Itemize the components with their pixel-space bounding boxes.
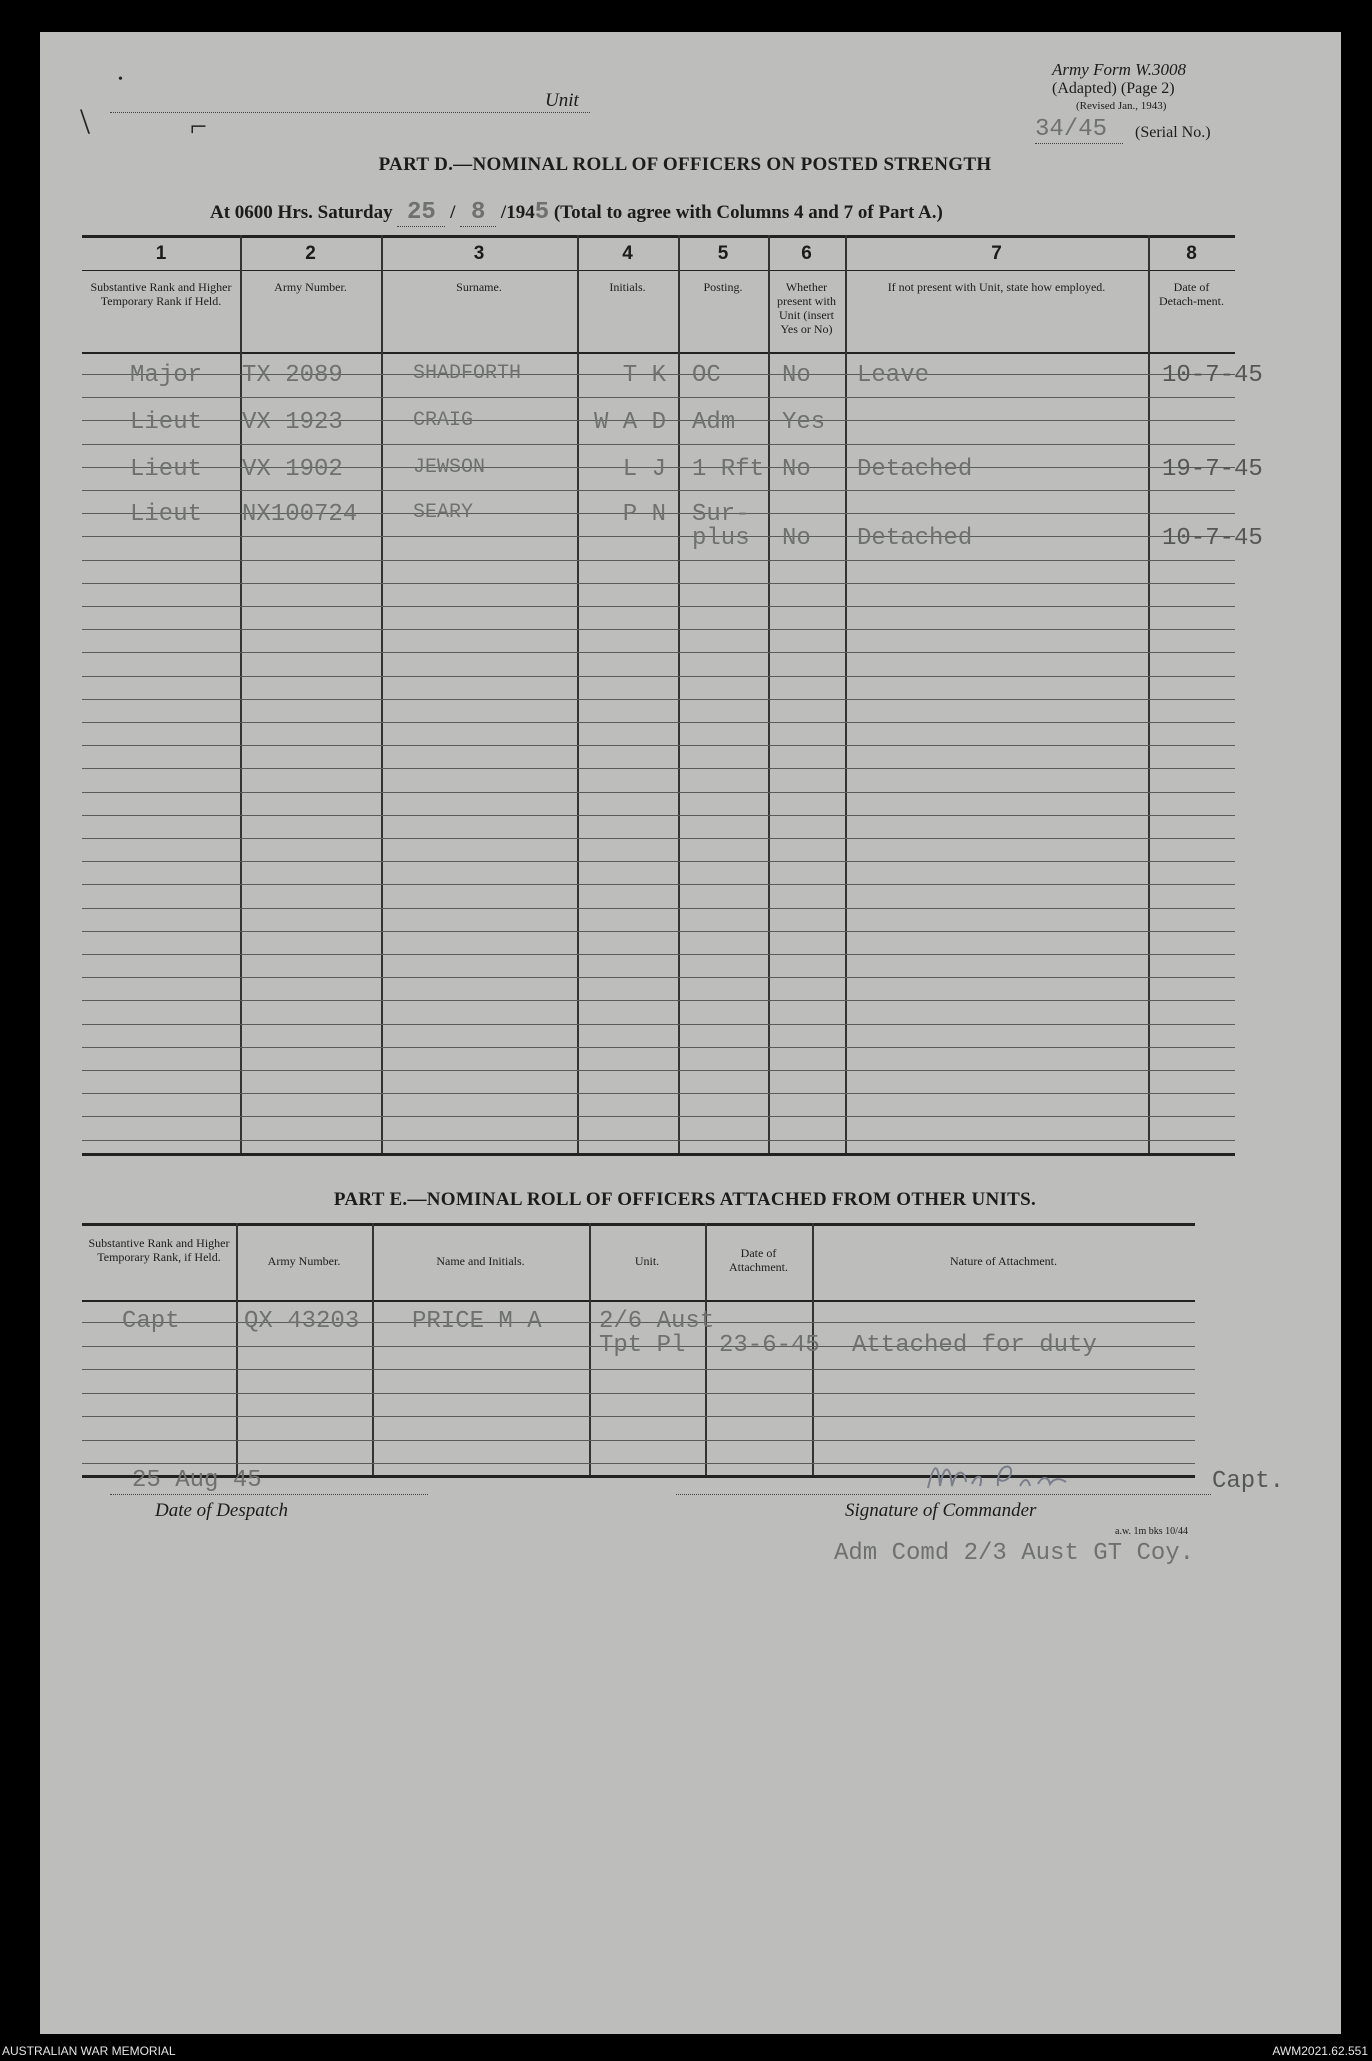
form-adapted: (Adapted) (Page 2) xyxy=(1052,80,1175,97)
part-e-ruled-line xyxy=(82,1393,1195,1394)
part-e-column-header: Name and Initials. xyxy=(436,1254,525,1268)
part-d-ruled-line xyxy=(82,768,1235,769)
part-d-ruled-line xyxy=(82,861,1235,862)
part-d-posting: OC xyxy=(692,362,721,389)
part-d-title: PART D.—NOMINAL ROLL OF OFFICERS ON POSTED STRENGTH xyxy=(378,154,992,175)
at-year-prefix: 194 xyxy=(506,202,535,223)
part-d-ruled-line xyxy=(82,560,1235,561)
part-d-ruled-line xyxy=(82,629,1235,630)
part-d-ruled-line xyxy=(82,954,1235,955)
at-line: At 0600 Hrs. Saturday 25 / 8 /1945 (Total to agree with Columns 4 and 7 of Part A.) xyxy=(210,199,943,226)
part-d-surname: SHADFORTH xyxy=(413,362,522,385)
part-d-ruled-line xyxy=(82,931,1235,932)
part-e-nature: Attached for duty xyxy=(852,1332,1097,1359)
part-d-present: No xyxy=(782,362,811,389)
part-d-rank: Lieut xyxy=(130,456,203,483)
part-d-column-number: 1 xyxy=(155,243,167,264)
part-d-ruled-line xyxy=(82,815,1235,816)
footer-left: AUSTRALIAN WAR MEMORIAL xyxy=(2,2044,176,2058)
part-d-header-num-rule xyxy=(82,270,1235,271)
part-d-ruled-line xyxy=(82,1000,1235,1001)
pen-mark: \ xyxy=(80,101,91,141)
form-number: Army Form W.3008 xyxy=(1052,60,1186,79)
part-e-column-header: Substantive Rank and Higher Temporary Rank, if Held. xyxy=(88,1236,230,1264)
at-year-digit: 5 xyxy=(534,199,550,226)
part-d-ruled-line xyxy=(82,977,1235,978)
part-d-posting: Sur- xyxy=(692,501,750,528)
part-d-present: No xyxy=(782,456,811,483)
at-day: 25 xyxy=(397,199,445,227)
part-e-rank: Capt xyxy=(122,1308,180,1335)
part-d-ruled-line xyxy=(82,1140,1235,1141)
part-d-column-number: 2 xyxy=(305,243,316,264)
commander-signature xyxy=(920,1452,1080,1500)
part-d-column-number: 5 xyxy=(717,243,729,264)
pen-mark-2: ⌐ xyxy=(190,110,207,143)
part-d-rank: Lieut xyxy=(130,501,203,528)
part-d-ruled-line xyxy=(82,722,1235,723)
part-e-column-header: Nature of Attachment. xyxy=(950,1254,1057,1268)
part-d-ruled-line xyxy=(82,1047,1235,1048)
part-d-detach-date: 10-7-45 xyxy=(1162,362,1263,389)
part-e-column-header: Army Number. xyxy=(267,1254,341,1268)
part-d-bottom-rule xyxy=(82,1153,1235,1156)
part-d-ruled-line xyxy=(82,444,1235,445)
part-d-column-header: Substantive Rank and Higher Temporary Rank if Held. xyxy=(90,280,232,308)
part-d-column-divider xyxy=(1148,235,1150,1153)
form-revised: (Revised Jan., 1943) xyxy=(1076,100,1167,112)
at-month: 8 xyxy=(460,199,496,227)
part-d-employed: Detached xyxy=(857,525,973,552)
part-d-ruled-line xyxy=(82,536,1235,537)
part-d-header-rule xyxy=(82,352,1235,354)
part-e-header-rule xyxy=(82,1300,1195,1302)
part-e-column-divider xyxy=(589,1223,591,1475)
part-d-ruled-line xyxy=(82,884,1235,885)
unit-label: Unit xyxy=(545,90,579,111)
part-d-army-number: VX 1902 xyxy=(242,456,343,483)
part-d-initials: T K xyxy=(622,362,666,389)
part-d-ruled-line xyxy=(82,699,1235,700)
part-e-attach-date: 23-6-45 xyxy=(719,1332,820,1359)
part-d-initials: L J xyxy=(622,456,666,483)
part-d-ruled-line xyxy=(82,652,1235,653)
part-d-employed: Detached xyxy=(857,456,973,483)
at-line-post: (Total to agree with Columns 4 and 7 of Part A.) xyxy=(553,202,943,223)
part-e-column-divider xyxy=(705,1223,707,1475)
part-d-column-number: 3 xyxy=(473,243,485,264)
part-d-column-number: 6 xyxy=(801,243,812,264)
serial-label: (Serial No.) xyxy=(1135,124,1211,141)
part-d-top-rule xyxy=(82,235,1235,238)
part-e-column-header: Unit. xyxy=(634,1254,660,1268)
part-d-column-header: Posting. xyxy=(703,280,743,294)
part-d-ruled-line xyxy=(82,745,1235,746)
part-e-army-number: QX 43203 xyxy=(244,1308,360,1335)
part-d-column-header: Surname. xyxy=(456,280,502,294)
part-d-detach-date: 19-7-45 xyxy=(1162,456,1263,483)
part-d-ruled-line xyxy=(82,1070,1235,1071)
part-e-top-rule xyxy=(82,1223,1195,1226)
part-d-army-number: NX100724 xyxy=(242,501,358,528)
despatch-date-value: 25 Aug 45 xyxy=(132,1467,262,1494)
part-d-surname: JEWSON xyxy=(413,456,486,479)
footer-right: AWM2021.62.551 xyxy=(1272,2044,1368,2058)
part-e-unit: 2/6 Aust xyxy=(599,1308,715,1335)
part-d-initials: P N xyxy=(622,501,666,528)
at-line-pre: At 0600 Hrs. Saturday xyxy=(210,202,393,223)
part-d-ruled-line xyxy=(82,490,1235,491)
part-d-present: No xyxy=(782,525,811,552)
part-d-column-header: Army Number. xyxy=(274,280,347,294)
part-e-ruled-line xyxy=(82,1440,1195,1441)
part-d-column-header: Initials. xyxy=(609,280,646,294)
part-d-column-number: 4 xyxy=(622,243,633,264)
part-e-column-divider xyxy=(236,1223,238,1475)
printer-note: a.w. 1m bks 10/44 xyxy=(1115,1526,1188,1537)
despatch-dotted-line xyxy=(110,1494,428,1495)
part-d-column-header: If not present with Unit, state how employed. xyxy=(887,280,1106,294)
part-d-ruled-line xyxy=(82,1116,1235,1117)
part-d-posting: Adm xyxy=(692,409,736,436)
part-e-column-divider xyxy=(372,1223,374,1475)
unit-dotted-line xyxy=(110,92,590,113)
part-d-army-number: VX 1923 xyxy=(242,409,343,436)
part-d-posting-cont: plus xyxy=(692,525,750,552)
part-d-column-number: 8 xyxy=(1186,243,1197,264)
part-d-posting: 1 Rft xyxy=(692,456,765,483)
part-d-ruled-line xyxy=(82,1093,1235,1094)
part-e-name: PRICE M A xyxy=(412,1308,542,1335)
part-d-ruled-line xyxy=(82,792,1235,793)
part-e-title: PART E.—NOMINAL ROLL OF OFFICERS ATTACHED FROM OTHER UNITS. xyxy=(333,1189,1037,1210)
part-d-surname: SEARY xyxy=(413,501,474,524)
part-d-ruled-line xyxy=(82,397,1235,398)
part-d-employed: Leave xyxy=(857,362,930,389)
part-d-column-number: 7 xyxy=(991,243,1002,264)
part-d-column-header: Whether present with Unit (insert Yes or No) xyxy=(777,280,836,336)
commander-label: Signature of Commander xyxy=(845,1500,1037,1521)
part-d-present: Yes xyxy=(782,409,826,436)
part-d-ruled-line xyxy=(82,583,1235,584)
commander-rank: Capt. xyxy=(1212,1468,1285,1495)
part-e-ruled-line xyxy=(82,1416,1195,1417)
commander-unit: Adm Comd 2/3 Aust GT Coy. xyxy=(834,1540,1195,1567)
part-d-ruled-line xyxy=(82,908,1235,909)
part-d-ruled-line xyxy=(82,676,1235,677)
part-d-column-divider xyxy=(381,235,383,1153)
part-d-initials: W A D xyxy=(593,409,666,436)
part-d-column-header: Date of Detach-ment. xyxy=(1159,280,1224,308)
part-d-ruled-line xyxy=(82,838,1235,839)
part-d-surname: CRAIG xyxy=(413,409,474,432)
part-d-column-divider xyxy=(845,235,847,1153)
form-sheet xyxy=(40,32,1341,2034)
part-d-column-divider xyxy=(768,235,770,1153)
part-d-army-number: TX 2089 xyxy=(242,362,343,389)
part-d-rank: Lieut xyxy=(130,409,203,436)
part-e-unit-cont: Tpt Pl xyxy=(599,1332,686,1359)
part-d-column-divider xyxy=(678,235,680,1153)
despatch-label: Date of Despatch xyxy=(155,1500,288,1521)
part-d-ruled-line xyxy=(82,606,1235,607)
serial-number: 34/45 xyxy=(1035,116,1123,144)
part-e-ruled-line xyxy=(82,1369,1195,1370)
part-d-rank: Major xyxy=(130,362,203,389)
part-e-column-header: Date of Attachment. xyxy=(729,1246,788,1274)
pen-dot: • xyxy=(118,72,123,87)
part-d-detach-date: 10-7-45 xyxy=(1162,525,1263,552)
part-d-ruled-line xyxy=(82,1024,1235,1025)
